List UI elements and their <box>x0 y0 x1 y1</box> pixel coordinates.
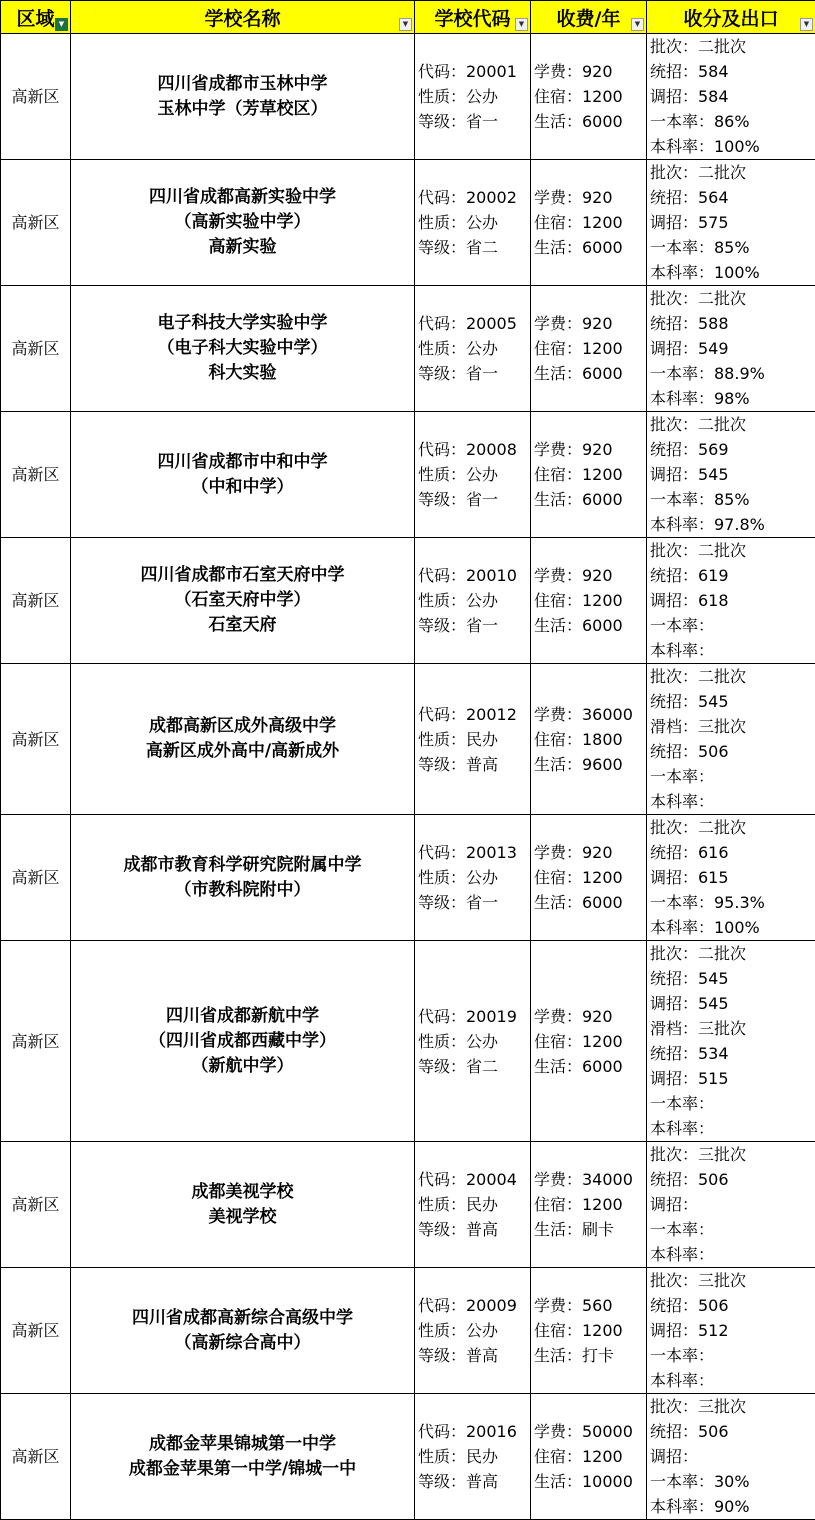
school-name-cell-line: 科大实验 <box>71 361 414 386</box>
table-body <box>1 34 815 1520</box>
school-name-cell-line: （石室天府中学） <box>71 588 414 613</box>
score-cell-line: 批次：二批次 <box>650 412 815 437</box>
score-cell-line: 本科率： <box>650 1116 815 1141</box>
score-cell-line: 本科率： <box>650 1242 815 1267</box>
fee-cell-line: 生活：6000 <box>534 235 646 260</box>
school-name-cell-line: 高新区成外高中/高新成外 <box>71 739 414 764</box>
fee-cell-line: 学费：920 <box>534 59 646 84</box>
school-code-cell[interactable] <box>415 34 531 160</box>
school-code-cell-line: 性质：公办 <box>418 1318 530 1343</box>
school-name-cell-line: （四川省成都西藏中学） <box>71 1029 414 1054</box>
school-name-cell-line: 四川省成都市石室天府中学 <box>71 563 414 588</box>
score-cell-line: 本科率：100% <box>650 134 815 159</box>
fee-cell-line: 生活：10000 <box>534 1469 646 1494</box>
school-code-cell-line: 性质：民办 <box>418 1444 530 1469</box>
school-name-cell-line: 四川省成都高新综合高级中学 <box>71 1306 414 1331</box>
table-row <box>1 286 815 412</box>
score-cell-line: 本科率：90% <box>650 1494 815 1519</box>
score-cell-line: 一本率：95.3% <box>650 890 815 915</box>
fee-cell-line: 学费：34000 <box>534 1167 646 1192</box>
school-code-cell[interactable] <box>415 1394 531 1520</box>
school-name-cell[interactable] <box>71 1394 415 1520</box>
school-code-cell-line: 性质：公办 <box>418 865 530 890</box>
score-cell-line: 一本率：30% <box>650 1469 815 1494</box>
fee-cell-line: 学费：920 <box>534 311 646 336</box>
score-cell-line: 统招：619 <box>650 563 815 588</box>
score-cell-line: 一本率： <box>650 1217 815 1242</box>
score-cell-line: 滑档：三批次 <box>650 714 815 739</box>
table-row <box>1 160 815 286</box>
fee-cell[interactable] <box>531 664 647 815</box>
header-fee[interactable] <box>531 1 647 34</box>
school-code-cell-line: 等级：普高 <box>418 1469 530 1494</box>
score-cell-line: 批次：二批次 <box>650 538 815 563</box>
table-row <box>1 538 815 664</box>
fee-cell[interactable] <box>531 286 647 412</box>
score-cell-line: 统招：588 <box>650 311 815 336</box>
score-cell-line: 一本率： <box>650 1091 815 1116</box>
score-cell[interactable] <box>647 34 815 160</box>
school-code-cell-line: 代码：20016 <box>418 1419 530 1444</box>
area-cell[interactable]: 高新区 <box>1 664 71 815</box>
score-cell-line: 批次：二批次 <box>650 941 815 966</box>
school-name-cell-line: 高新实验 <box>71 235 414 260</box>
fee-cell-line: 生活：6000 <box>534 361 646 386</box>
school-name-cell-line: （新航中学） <box>71 1054 414 1079</box>
school-code-cell-line: 代码：20002 <box>418 185 530 210</box>
fee-cell-line: 生活：6000 <box>534 487 646 512</box>
school-code-cell-line: 代码：20009 <box>418 1293 530 1318</box>
fee-cell-line: 住宿：1200 <box>534 865 646 890</box>
school-name-cell-line: 石室天府 <box>71 613 414 638</box>
school-code-cell-line: 代码：20019 <box>418 1004 530 1029</box>
fee-cell-line: 生活：打卡 <box>534 1343 646 1368</box>
school-name-cell-line: 四川省成都新航中学 <box>71 1004 414 1029</box>
fee-cell-line: 生活：6000 <box>534 109 646 134</box>
fee-cell-line: 学费：560 <box>534 1293 646 1318</box>
school-code-cell-line: 性质：公办 <box>418 336 530 361</box>
school-code-cell[interactable] <box>415 1268 531 1394</box>
score-cell[interactable] <box>647 1142 815 1268</box>
filter-active-icon[interactable]: ▼ <box>55 18 68 31</box>
score-cell[interactable] <box>647 1268 815 1394</box>
header-code[interactable] <box>415 1 531 34</box>
fee-cell[interactable] <box>531 1268 647 1394</box>
score-cell[interactable] <box>647 160 815 286</box>
fee-cell[interactable] <box>531 1142 647 1268</box>
score-cell-line: 本科率： <box>650 789 815 814</box>
area-cell[interactable]: 高新区 <box>1 538 71 664</box>
area-cell[interactable]: 高新区 <box>1 412 71 538</box>
score-cell-line: 本科率：100% <box>650 260 815 285</box>
school-code-cell[interactable] <box>415 1142 531 1268</box>
score-cell-line: 调招： <box>650 1444 815 1469</box>
school-name-cell[interactable] <box>71 941 415 1142</box>
score-cell-line: 调招：515 <box>650 1066 815 1091</box>
school-code-cell-line: 等级：普高 <box>418 1343 530 1368</box>
school-code-cell-line: 性质：公办 <box>418 588 530 613</box>
score-cell[interactable] <box>647 815 815 941</box>
area-cell[interactable]: 高新区 <box>1 1268 71 1394</box>
school-code-cell-line: 等级：省二 <box>418 1054 530 1079</box>
school-code-cell-line: 代码：20005 <box>418 311 530 336</box>
score-cell-line: 本科率： <box>650 1368 815 1393</box>
area-cell[interactable]: 高新区 <box>1 941 71 1142</box>
fee-cell-line: 学费：920 <box>534 185 646 210</box>
school-code-cell[interactable] <box>415 664 531 815</box>
score-cell-line: 调招：615 <box>650 865 815 890</box>
table-row <box>1 941 815 1142</box>
score-cell[interactable] <box>647 286 815 412</box>
score-cell[interactable] <box>647 538 815 664</box>
school-name-cell[interactable] <box>71 538 415 664</box>
area-cell[interactable]: 高新区 <box>1 815 71 941</box>
header-fee-label: 收费/年 <box>557 8 621 30</box>
score-cell-line: 批次：二批次 <box>650 160 815 185</box>
score-cell-line: 统招：534 <box>650 1041 815 1066</box>
score-cell-line: 调招：512 <box>650 1318 815 1343</box>
school-code-cell-line: 等级：省二 <box>418 235 530 260</box>
score-cell-line: 批次：三批次 <box>650 1268 815 1293</box>
school-name-cell-line: 成都高新区成外高级中学 <box>71 714 414 739</box>
school-code-cell[interactable] <box>415 815 531 941</box>
school-code-cell-line: 代码：20010 <box>418 563 530 588</box>
school-code-cell[interactable] <box>415 412 531 538</box>
area-cell[interactable]: 高新区 <box>1 286 71 412</box>
school-code-cell[interactable] <box>415 286 531 412</box>
score-cell-line: 滑档：三批次 <box>650 1016 815 1041</box>
score-cell-line: 统招：584 <box>650 59 815 84</box>
fee-cell-line: 学费：36000 <box>534 702 646 727</box>
score-cell-line: 批次：三批次 <box>650 1394 815 1419</box>
school-code-cell-line: 等级：省一 <box>418 361 530 386</box>
school-code-cell-line: 等级：省一 <box>418 487 530 512</box>
school-code-cell-line: 代码：20004 <box>418 1167 530 1192</box>
score-cell-line: 批次：二批次 <box>650 815 815 840</box>
school-name-cell-line: 成都金苹果锦城第一中学 <box>71 1432 414 1457</box>
fee-cell-line: 住宿：1200 <box>534 84 646 109</box>
dropdown-arrow-icon[interactable]: ▼ <box>631 18 644 31</box>
school-code-cell-line: 等级：省一 <box>418 109 530 134</box>
score-cell-line: 统招：569 <box>650 437 815 462</box>
score-cell-line: 批次：二批次 <box>650 664 815 689</box>
header-name[interactable] <box>71 1 415 34</box>
header-area[interactable] <box>1 1 71 34</box>
school-code-cell-line: 代码：20008 <box>418 437 530 462</box>
fee-cell-line: 学费：920 <box>534 840 646 865</box>
school-name-cell-line: 美视学校 <box>71 1205 414 1230</box>
school-name-cell-line: （高新综合高中） <box>71 1331 414 1356</box>
score-cell-line: 一本率：85% <box>650 487 815 512</box>
fee-cell-line: 住宿：1200 <box>534 336 646 361</box>
score-cell-line: 调招：584 <box>650 84 815 109</box>
fee-cell-line: 住宿：1200 <box>534 1029 646 1054</box>
school-name-cell[interactable] <box>71 815 415 941</box>
score-cell-line: 本科率： <box>650 638 815 663</box>
school-code-cell-line: 代码：20012 <box>418 702 530 727</box>
score-cell-line: 批次：三批次 <box>650 1142 815 1167</box>
score-cell-line: 一本率：88.9% <box>650 361 815 386</box>
score-cell-line: 调招： <box>650 1192 815 1217</box>
table-row <box>1 1142 815 1268</box>
score-cell-line: 本科率：97.8% <box>650 512 815 537</box>
school-name-cell-line: （市教科院附中） <box>71 878 414 903</box>
school-name-cell[interactable] <box>71 286 415 412</box>
score-cell-line: 调招：575 <box>650 210 815 235</box>
school-code-cell[interactable] <box>415 941 531 1142</box>
score-cell[interactable] <box>647 664 815 815</box>
score-cell-line: 本科率：98% <box>650 386 815 411</box>
school-name-cell-line: （中和中学） <box>71 475 414 500</box>
fee-cell-line: 住宿：1200 <box>534 462 646 487</box>
fee-cell-line: 住宿：1200 <box>534 1318 646 1343</box>
school-code-cell-line: 性质：公办 <box>418 210 530 235</box>
school-name-cell-line: 成都市教育科学研究院附属中学 <box>71 853 414 878</box>
score-cell-line: 批次：二批次 <box>650 286 815 311</box>
score-cell-line: 批次：二批次 <box>650 34 815 59</box>
fee-cell-line: 住宿：1200 <box>534 1444 646 1469</box>
table-row <box>1 815 815 941</box>
score-cell-line: 统招：545 <box>650 966 815 991</box>
header-name-label: 学校名称 <box>204 8 280 30</box>
school-name-cell[interactable] <box>71 1268 415 1394</box>
school-code-cell[interactable] <box>415 160 531 286</box>
table-row <box>1 34 815 160</box>
fee-cell[interactable] <box>531 815 647 941</box>
fee-cell-line: 生活：6000 <box>534 1054 646 1079</box>
score-cell-line: 统招：506 <box>650 1167 815 1192</box>
fee-cell-line: 学费：920 <box>534 563 646 588</box>
dropdown-arrow-icon[interactable]: ▼ <box>515 18 528 31</box>
score-cell-line: 统招：545 <box>650 689 815 714</box>
fee-cell-line: 住宿：1200 <box>534 588 646 613</box>
fee-cell-line: 生活：6000 <box>534 613 646 638</box>
area-cell[interactable]: 高新区 <box>1 34 71 160</box>
school-name-cell[interactable] <box>71 664 415 815</box>
dropdown-arrow-icon[interactable]: ▼ <box>800 18 813 31</box>
school-code-cell-line: 性质：公办 <box>418 1029 530 1054</box>
school-code-cell-line: 性质：民办 <box>418 727 530 752</box>
score-cell-line: 统招：506 <box>650 1419 815 1444</box>
fee-cell-line: 住宿：1200 <box>534 210 646 235</box>
score-cell-line: 一本率：85% <box>650 235 815 260</box>
fee-cell-line: 住宿：1800 <box>534 727 646 752</box>
score-cell-line: 一本率：86% <box>650 109 815 134</box>
school-name-cell[interactable] <box>71 34 415 160</box>
school-name-cell-line: 成都金苹果第一中学/锦城一中 <box>71 1457 414 1482</box>
school-name-cell-line: 成都美视学校 <box>71 1180 414 1205</box>
school-name-cell-line: （高新实验中学） <box>71 210 414 235</box>
score-cell-line: 本科率：100% <box>650 915 815 940</box>
score-cell-line: 一本率： <box>650 764 815 789</box>
school-name-cell-line: 电子科技大学实验中学 <box>71 311 414 336</box>
school-code-cell-line: 等级：普高 <box>418 752 530 777</box>
score-cell-line: 统招：506 <box>650 1293 815 1318</box>
score-cell-line: 统招：564 <box>650 185 815 210</box>
school-code-cell[interactable] <box>415 538 531 664</box>
score-cell-line: 调招：618 <box>650 588 815 613</box>
school-code-cell-line: 代码：20001 <box>418 59 530 84</box>
score-cell-line: 调招：545 <box>650 991 815 1016</box>
score-cell-line: 统招：616 <box>650 840 815 865</box>
fee-cell-line: 学费：50000 <box>534 1419 646 1444</box>
header-code-label: 学校代码 <box>434 8 510 30</box>
school-code-cell-line: 性质：民办 <box>418 1192 530 1217</box>
school-name-cell-line: 四川省成都高新实验中学 <box>71 185 414 210</box>
area-cell[interactable]: 高新区 <box>1 1394 71 1520</box>
fee-cell-line: 生活：6000 <box>534 890 646 915</box>
fee-cell[interactable] <box>531 34 647 160</box>
fee-cell-line: 学费：920 <box>534 437 646 462</box>
school-name-cell-line: 四川省成都市玉林中学 <box>71 72 414 97</box>
score-cell-line: 调招：545 <box>650 462 815 487</box>
school-name-cell[interactable] <box>71 1142 415 1268</box>
area-cell[interactable]: 高新区 <box>1 1142 71 1268</box>
header-score[interactable] <box>647 1 815 34</box>
score-cell[interactable] <box>647 1394 815 1520</box>
header-row <box>1 1 815 34</box>
fee-cell[interactable] <box>531 1394 647 1520</box>
fee-cell[interactable] <box>531 160 647 286</box>
fee-cell[interactable] <box>531 412 647 538</box>
header-area-label: 区域 <box>16 8 54 30</box>
school-code-cell-line: 性质：公办 <box>418 462 530 487</box>
table-row <box>1 1268 815 1394</box>
fee-cell[interactable] <box>531 941 647 1142</box>
school-code-cell-line: 等级：省一 <box>418 613 530 638</box>
fee-cell[interactable] <box>531 538 647 664</box>
school-name-cell[interactable] <box>71 160 415 286</box>
score-cell[interactable] <box>647 941 815 1142</box>
school-name-cell-line: （电子科大实验中学） <box>71 336 414 361</box>
school-code-cell-line: 代码：20013 <box>418 840 530 865</box>
dropdown-arrow-icon[interactable]: ▼ <box>399 18 412 31</box>
table-row <box>1 1394 815 1520</box>
fee-cell-line: 学费：920 <box>534 1004 646 1029</box>
score-cell-line: 调招：549 <box>650 336 815 361</box>
fee-cell-line: 生活：9600 <box>534 752 646 777</box>
school-code-cell-line: 性质：公办 <box>418 84 530 109</box>
score-cell-line: 一本率： <box>650 1343 815 1368</box>
table-row <box>1 664 815 815</box>
area-cell[interactable]: 高新区 <box>1 160 71 286</box>
school-name-cell[interactable] <box>71 412 415 538</box>
fee-cell-line: 生活：刷卡 <box>534 1217 646 1242</box>
school-code-cell-line: 等级：普高 <box>418 1217 530 1242</box>
score-cell-line: 一本率： <box>650 613 815 638</box>
score-cell[interactable] <box>647 412 815 538</box>
header-score-label: 收分及出口 <box>683 8 778 30</box>
school-name-cell-line: 四川省成都市中和中学 <box>71 450 414 475</box>
table-row <box>1 412 815 538</box>
fee-cell-line: 住宿：1200 <box>534 1192 646 1217</box>
school-name-cell-line: 玉林中学（芳草校区） <box>71 97 414 122</box>
score-cell-line: 统招：506 <box>650 739 815 764</box>
school-code-cell-line: 等级：省一 <box>418 890 530 915</box>
